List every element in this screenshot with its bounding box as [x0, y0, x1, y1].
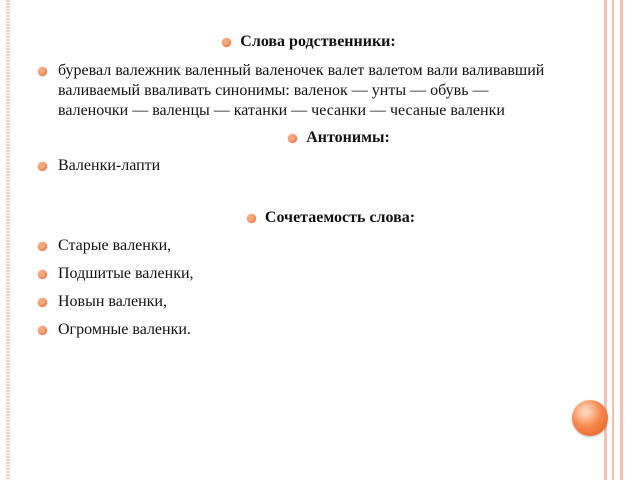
related-words-text: буревал валежник валенный валеночек валет валетом вали валивавший валиваемый вваливать синонимы: валенок — унты — обувь — валеночки — валенцы — катанки — чесанки — чесаные валенки	[58, 62, 545, 119]
collocation-text: Старые валенки,	[58, 237, 172, 254]
heading-related-label: Слова родственники:	[240, 33, 396, 50]
bullet-icon	[288, 134, 297, 143]
heading-collocations	[36, 208, 582, 228]
related-words-paragraph	[36, 61, 548, 121]
heading-related-words	[36, 32, 582, 52]
antonyms-text: Валенки-лапти	[58, 157, 161, 174]
bullet-icon	[222, 38, 231, 47]
bullet-icon	[247, 214, 256, 223]
bullet-icon	[38, 162, 47, 171]
bullet-icon	[38, 242, 47, 251]
heading-antonyms-label: Антонимы:	[306, 129, 390, 146]
bullet-icon	[38, 67, 47, 76]
bullet-icon	[38, 270, 47, 279]
collocation-item	[36, 320, 582, 340]
collocation-item	[36, 264, 582, 284]
bullet-icon	[38, 326, 47, 335]
bullet-icon	[38, 298, 47, 307]
antonyms-item	[36, 156, 582, 176]
orange-circle-icon	[572, 400, 608, 436]
slide-content	[36, 24, 582, 340]
collocation-text: Подшитые валенки,	[58, 265, 194, 282]
heading-antonyms	[36, 128, 582, 148]
right-border-decoration	[604, 0, 632, 480]
collocation-item	[36, 236, 582, 256]
collocation-item	[36, 292, 582, 312]
left-border-decoration	[6, 0, 10, 480]
collocation-text: Новын валенки,	[58, 293, 167, 310]
collocation-text: Огромные валенки.	[58, 321, 191, 338]
heading-collocations-label: Сочетаемость слова:	[264, 209, 416, 226]
